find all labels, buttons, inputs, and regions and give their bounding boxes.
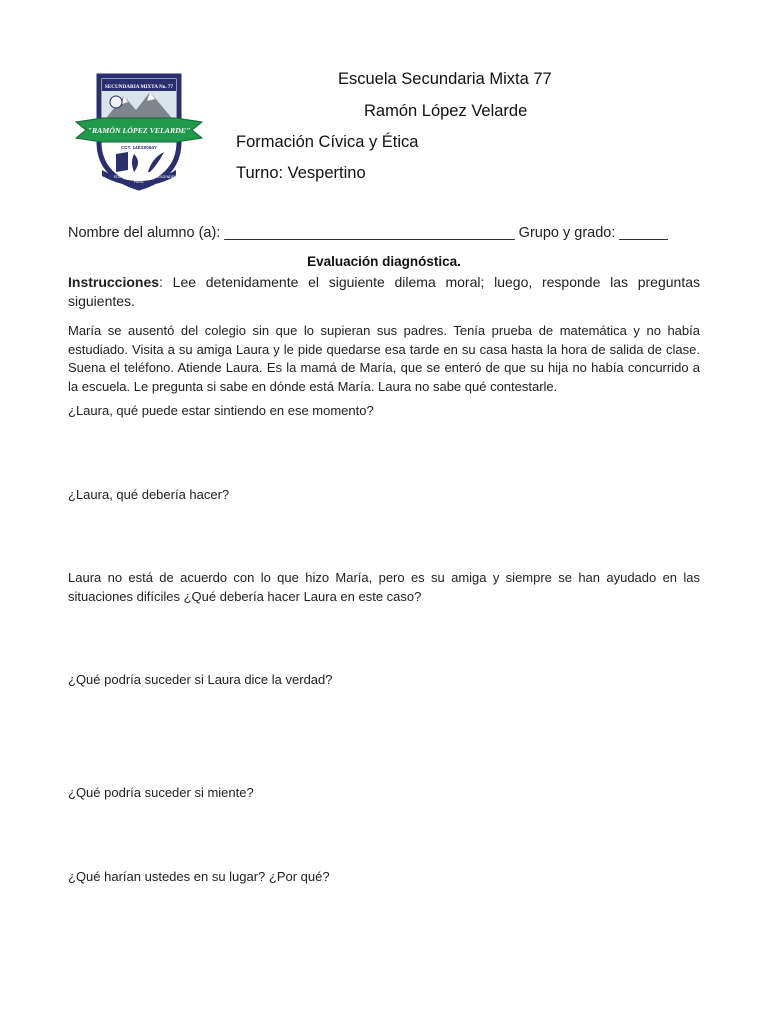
logo-motto-center: PARA	[134, 180, 144, 184]
logo-book-icon	[116, 152, 128, 172]
logo-top-text: SECUNDARIA MIXTA No. 77	[104, 84, 174, 90]
logo-motto-right: TRASCENDER	[152, 175, 177, 179]
school-logo	[72, 72, 206, 192]
logo-sun	[110, 96, 122, 108]
question-5: ¿Qué podría suceder si miente?	[68, 785, 254, 800]
logo-banner-text: "RAMÓN LÓPEZ VELARDE"	[87, 126, 191, 135]
question-2: ¿Laura, qué debería hacer?	[68, 487, 230, 502]
moral-dilemma-story: María se ausentó del colegio sin que lo supieran sus padres. Tenía prueba de matemática y no había estudiado. Visita a su amiga Laura y le pide quedarse esa tarde en su casa hasta la hora de salida de clase. Suena el teléfono. Atiende Laura. Es la mamá de María, que se enteró de que su hija no había concurrido a la escuela. Le pregunta si sabe en dónde está María. Laura no sabe qué contestarle.	[68, 323, 700, 394]
question-1: ¿Laura, qué puede estar sintiendo en ese momento?	[68, 403, 374, 418]
school-title: Escuela Secundaria Mixta 77	[338, 70, 552, 88]
logo-motto-left: EDUCAR	[114, 175, 130, 179]
instructions-text: : Lee detenidamente el siguiente dilema moral; luego, responde las preguntas siguientes.	[68, 274, 700, 309]
school-name: Ramón López Velarde	[364, 102, 528, 120]
subject-title: Formación Cívica y Ética	[236, 133, 419, 151]
instructions	[68, 273, 700, 310]
question-4: ¿Qué podría suceder si Laura dice la verdad?	[68, 672, 333, 687]
student-info-line: Nombre del alumno (a): ____________________________________ Grupo y grado: ______	[68, 225, 668, 241]
evaluation-title: Evaluación diagnóstica.	[307, 254, 461, 269]
shift-label: Turno: Vespertino	[236, 164, 366, 182]
instructions-label: Instrucciones	[68, 274, 160, 290]
question-3: Laura no está de acuerdo con lo que hizo María, pero es su amiga y siempre se han ayudado en las situaciones difíciles ¿Qué debería hacer Laura en este caso?	[68, 570, 700, 604]
logo-code-text: CCT. 14ES0064Y	[120, 145, 158, 150]
question-6: ¿Qué harían ustedes en su lugar? ¿Por qué?	[68, 869, 330, 884]
